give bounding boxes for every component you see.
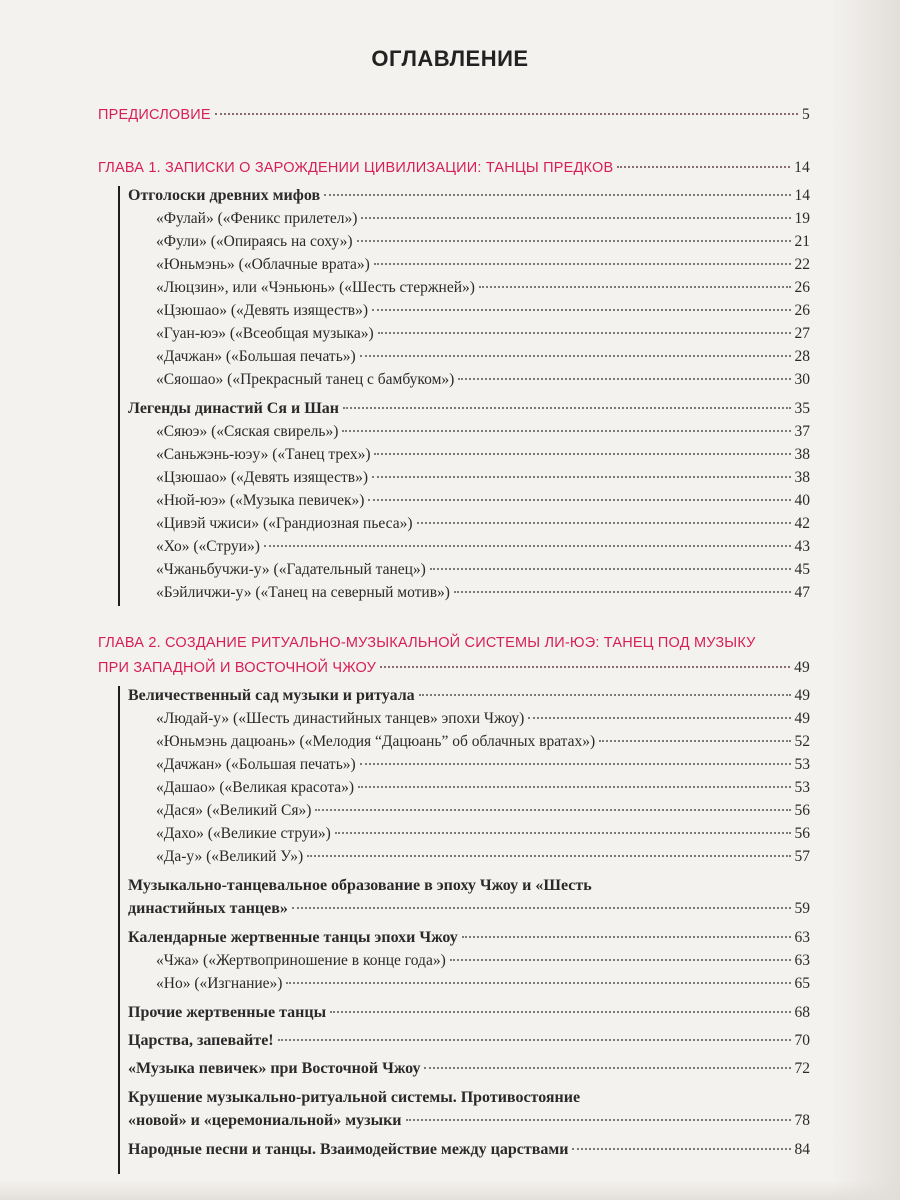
entry-label: «Музыка певичек» при Восточной Чжоу	[128, 1060, 421, 1077]
dot-leader	[361, 217, 790, 219]
entry-label: «Юньмэнь» («Облачные врата»)	[156, 256, 370, 273]
entry-page: 70	[794, 1032, 810, 1049]
entry-label: «Чжа» («Жертвоприношение в конце года»)	[156, 952, 446, 969]
entry-page: 42	[794, 515, 810, 532]
toc-entry-section[interactable]	[128, 685, 810, 707]
dot-leader	[406, 1119, 791, 1121]
toc-entry-section[interactable]	[128, 185, 810, 207]
entry-page: 47	[794, 584, 810, 601]
entry-page: 38	[794, 446, 810, 463]
entry-page: 72	[794, 1060, 810, 1077]
dot-leader	[374, 453, 790, 455]
toc-entry-section[interactable]	[128, 398, 810, 420]
chapter2-title-line1: ГЛАВА 2. СОЗДАНИЕ РИТУАЛЬНО-МУЗЫКАЛЬНОЙ СИСТЕМЫ ЛИ-ЮЭ: ТАНЕЦ ПОД МУЗЫКУ	[98, 635, 756, 651]
entry-label: ПРИ ЗАПАДНОЙ И ВОСТОЧНОЙ ЧЖОУ	[98, 660, 377, 676]
entry-label: «Фулай» («Феникс прилетел»)	[156, 210, 358, 227]
entry-label: «Саньжэнь-юэу» («Танец трех»)	[156, 446, 371, 463]
entry-label: «Дачжан» («Большая печать»)	[156, 756, 356, 773]
dot-leader	[315, 809, 790, 811]
dot-leader	[450, 959, 791, 961]
chapter2-rule	[118, 686, 120, 1174]
entry-page: 65	[794, 975, 810, 992]
entry-label: «Сяошао» («Прекрасный танец с бамбуком»)	[156, 371, 455, 388]
entry-label: «Да-у» («Великий У»)	[156, 848, 304, 865]
toc-entry-item[interactable]	[156, 513, 810, 535]
toc-entry-chapter2[interactable]	[98, 657, 810, 679]
toc-entry-item[interactable]	[156, 467, 810, 489]
entry-page: 40	[794, 492, 810, 509]
entry-label: Прочие жертвенные танцы	[128, 1004, 327, 1021]
dot-leader	[430, 568, 791, 570]
entry-page: 21	[794, 233, 810, 250]
dot-leader	[360, 355, 791, 357]
entry-page: 37	[794, 423, 810, 440]
dot-leader	[479, 286, 791, 288]
toc-entry-preface[interactable]	[98, 104, 810, 126]
entry-label: «Чжаньбучжи-у» («Гадательный танец»)	[156, 561, 426, 578]
entry-label: Царства, запевайте!	[128, 1032, 274, 1049]
entry-label: «Людай-у» («Шесть династийных танцев» эпохи Чжоу)	[156, 710, 525, 727]
entry-label: «новой» и «церемониальной» музыки	[128, 1112, 402, 1129]
toc-entry-item[interactable]	[156, 708, 810, 730]
toc-entry-item[interactable]	[156, 731, 810, 753]
entry-page: 19	[794, 210, 810, 227]
toc-entry-item[interactable]	[156, 300, 810, 322]
dot-leader	[215, 113, 798, 115]
toc-entry-item[interactable]	[156, 754, 810, 776]
entry-label: династийных танцев»	[128, 900, 288, 917]
dot-leader	[380, 666, 790, 668]
entry-page: 45	[794, 561, 810, 578]
dot-leader	[292, 907, 791, 909]
entry-page: 49	[794, 659, 810, 676]
entry-page: 26	[794, 302, 810, 319]
entry-page: 56	[794, 825, 810, 842]
entry-label: Легенды династий Ся и Шан	[128, 400, 340, 417]
dot-leader	[599, 740, 790, 742]
entry-label: «Гуан-юэ» («Всеобщая музыка»)	[156, 325, 374, 342]
toc-entry-item[interactable]	[156, 582, 810, 604]
chapter1-rule	[118, 186, 120, 606]
dot-leader	[330, 1011, 790, 1013]
entry-label: «Дахо» («Великие струи»)	[156, 825, 331, 842]
entry-page: 27	[794, 325, 810, 342]
toc-entry-item[interactable]	[156, 231, 810, 253]
toc-entry-section[interactable]	[128, 1002, 810, 1024]
dot-leader	[264, 545, 791, 547]
entry-label: ГЛАВА 1. ЗАПИСКИ О ЗАРОЖДЕНИИ ЦИВИЛИЗАЦИИ: ТАНЦЫ ПРЕДКОВ	[98, 160, 614, 176]
dot-leader	[307, 855, 790, 857]
entry-page: 26	[794, 279, 810, 296]
entry-label: Величественный сад музыки и ритуала	[128, 687, 415, 704]
entry-page: 63	[794, 929, 810, 946]
entry-label: «Сяюэ» («Сяская свирель»)	[156, 423, 339, 440]
dot-leader	[368, 499, 790, 501]
dot-leader	[458, 378, 790, 380]
entry-page: 78	[794, 1112, 810, 1129]
entry-label: «Цивэй чжиси» («Грандиозная пьеса»)	[156, 515, 413, 532]
entry-page: 84	[794, 1141, 810, 1158]
entry-label: «Дася» («Великий Ся»)	[156, 802, 312, 819]
dot-leader	[342, 430, 790, 432]
entry-label: «Бэйличжи-у» («Танец на северный мотив»)	[156, 584, 450, 601]
toc-entry-item[interactable]	[156, 208, 810, 230]
dot-leader	[372, 309, 791, 311]
entry-label: «Но» («Изгнание»)	[156, 975, 283, 992]
entry-page: 49	[794, 687, 810, 704]
dot-leader	[335, 832, 791, 834]
toc-entry-section[interactable]	[128, 1139, 810, 1161]
entry-label: «Нюй-юэ» («Музыка певичек»)	[156, 492, 365, 509]
entry-label: «Фули» («Опираясь на соху»)	[156, 233, 353, 250]
toc-entry-item[interactable]	[156, 973, 810, 995]
dot-leader	[419, 694, 791, 696]
entry-label: Календарные жертвенные танцы эпохи Чжоу	[128, 929, 458, 946]
entry-label: «Юньмэнь дацюань» («Мелодия “Дацюань” об облачных вратах»)	[156, 733, 596, 750]
entry-page: 5	[802, 106, 810, 123]
entry-label: «Дашао» («Великая красота»)	[156, 779, 355, 796]
entry-page: 38	[794, 469, 810, 486]
dot-leader	[360, 763, 791, 765]
entry-page: 68	[794, 1004, 810, 1021]
toc-entry-item[interactable]	[156, 277, 810, 299]
toc-entry-item[interactable]	[156, 777, 810, 799]
entry-label: ПРЕДИСЛОВИЕ	[98, 107, 211, 123]
entry-page: 35	[794, 400, 810, 417]
entry-page: 22	[794, 256, 810, 273]
dot-leader	[528, 717, 790, 719]
toc-entry-section[interactable]	[128, 1058, 810, 1080]
dot-leader	[572, 1148, 790, 1150]
toc-entry-item[interactable]	[156, 323, 810, 345]
entry-page: 43	[794, 538, 810, 555]
dot-leader	[358, 786, 790, 788]
entry-label: «Дачжан» («Большая печать»)	[156, 348, 356, 365]
dot-leader	[454, 591, 791, 593]
dot-leader	[343, 407, 790, 409]
toc-entry-item[interactable]	[156, 559, 810, 581]
entry-page: 14	[794, 187, 810, 204]
section-title-line1: Музыкально-танцевальное образование в эпоху Чжоу и «Шесть	[128, 877, 592, 894]
page-title: ОГЛАВЛЕНИЕ	[371, 46, 529, 71]
toc-entry-section[interactable]	[128, 898, 810, 920]
entry-label: Отголоски древних мифов	[128, 187, 321, 204]
dot-leader	[374, 263, 791, 265]
toc-entry-section[interactable]	[128, 927, 810, 949]
toc-entry-item[interactable]	[156, 823, 810, 845]
toc-entry-section[interactable]	[128, 1030, 810, 1052]
entry-page: 28	[794, 348, 810, 365]
toc-entry-chapter1[interactable]	[98, 157, 810, 179]
entry-label: «Люцзин», или «Чэньюнь» («Шесть стержней»)	[156, 279, 475, 296]
entry-label: «Хо» («Струи»)	[156, 538, 260, 555]
dot-leader	[286, 982, 790, 984]
dot-leader	[278, 1039, 791, 1041]
entry-label: «Цзюшао» («Девять изяществ»)	[156, 302, 368, 319]
toc-entry-item[interactable]	[156, 369, 810, 391]
entry-page: 14	[794, 159, 810, 176]
toc-entry-item[interactable]	[156, 444, 810, 466]
entry-page: 49	[794, 710, 810, 727]
section-title-line1: Крушение музыкально-ритуальной системы. Противостояние	[128, 1089, 581, 1106]
entry-label: Народные песни и танцы. Взаимодействие между царствами	[128, 1141, 569, 1158]
entry-page: 53	[794, 779, 810, 796]
dot-leader	[424, 1067, 790, 1069]
toc-entry-item[interactable]	[156, 950, 810, 972]
dot-leader	[462, 936, 791, 938]
toc-entry-item[interactable]	[156, 846, 810, 868]
toc-entry-item[interactable]	[156, 490, 810, 512]
entry-page: 63	[794, 952, 810, 969]
dot-leader	[324, 194, 790, 196]
dot-leader	[372, 476, 791, 478]
entry-page: 57	[794, 848, 810, 865]
dot-leader	[417, 522, 791, 524]
toc-entry-item[interactable]	[156, 254, 810, 276]
dot-leader	[617, 166, 790, 168]
entry-page: 59	[794, 900, 810, 917]
toc-entry-item[interactable]	[156, 800, 810, 822]
dot-leader	[378, 332, 791, 334]
dot-leader	[357, 240, 791, 242]
toc-entry-item[interactable]	[156, 536, 810, 558]
toc-entry-item[interactable]	[156, 421, 810, 443]
entry-page: 53	[794, 756, 810, 773]
toc-entry-item[interactable]	[156, 346, 810, 368]
entry-label: «Цзюшао» («Девять изяществ»)	[156, 469, 368, 486]
entry-page: 56	[794, 802, 810, 819]
entry-page: 52	[794, 733, 810, 750]
entry-page: 30	[794, 371, 810, 388]
toc-entry-section[interactable]	[128, 1110, 810, 1132]
